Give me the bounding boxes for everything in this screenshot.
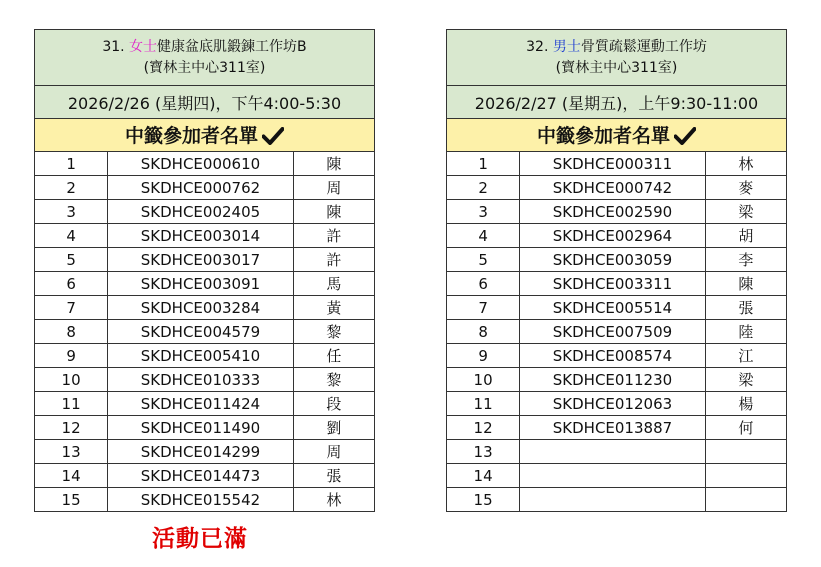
list-heading — [35, 119, 375, 152]
table-row — [35, 392, 375, 416]
table-row — [35, 488, 375, 512]
list-heading-label: 中籤參加者名單 — [124, 124, 258, 147]
workshop-31-panel — [34, 29, 375, 512]
participant-surname: 陸 — [705, 320, 786, 344]
participant-surname: 黎 — [293, 368, 374, 392]
row-number: 15 — [447, 488, 520, 512]
participant-surname: 黃 — [293, 296, 374, 320]
participant-table — [34, 29, 375, 512]
row-number: 14 — [447, 464, 520, 488]
workshop-date: 2026/2/27 (星期五)，上午9:30-11:00 — [447, 86, 787, 119]
participant-code: SKDHCE002964 — [520, 224, 706, 248]
participant-surname: 江 — [705, 344, 786, 368]
table-row — [35, 200, 375, 224]
row-number: 7 — [447, 296, 520, 320]
check-icon — [674, 127, 696, 150]
title-row — [35, 30, 375, 86]
participant-code: SKDHCE003311 — [520, 272, 706, 296]
table-row — [447, 440, 787, 464]
workshop-date: 2026/2/26 (星期四)，下午4:00-5:30 — [35, 86, 375, 119]
workshop-title — [447, 30, 787, 86]
participant-surname: 李 — [705, 248, 786, 272]
row-number: 4 — [35, 224, 108, 248]
participant-code: SKDHCE014299 — [108, 440, 294, 464]
table-row — [447, 200, 787, 224]
participant-surname: 陳 — [293, 152, 374, 176]
row-number: 5 — [35, 248, 108, 272]
title-gender: 男士 — [552, 38, 581, 55]
participant-code: SKDHCE000311 — [520, 152, 706, 176]
title-row — [447, 30, 787, 86]
participant-surname: 黎 — [293, 320, 374, 344]
participant-surname — [705, 440, 786, 464]
participant-code: SKDHCE014473 — [108, 464, 294, 488]
participant-surname: 許 — [293, 248, 374, 272]
row-number: 2 — [447, 176, 520, 200]
row-number: 5 — [447, 248, 520, 272]
participant-surname: 林 — [293, 488, 374, 512]
participant-code: SKDHCE010333 — [108, 368, 294, 392]
participant-code: SKDHCE011230 — [520, 368, 706, 392]
participant-code: SKDHCE008574 — [520, 344, 706, 368]
participant-surname: 陳 — [705, 272, 786, 296]
workshop-location: (寶林主中心311室) — [143, 59, 266, 76]
table-row — [447, 368, 787, 392]
row-number: 2 — [35, 176, 108, 200]
table-row — [35, 368, 375, 392]
title-gender: 女士 — [129, 38, 158, 55]
table-row — [35, 464, 375, 488]
participant-surname: 梁 — [705, 368, 786, 392]
participant-surname: 林 — [705, 152, 786, 176]
check-icon — [262, 127, 284, 150]
row-number: 6 — [35, 272, 108, 296]
participant-surname — [705, 464, 786, 488]
row-number: 11 — [35, 392, 108, 416]
row-number: 12 — [35, 416, 108, 440]
participant-table — [446, 29, 787, 512]
table-row — [447, 488, 787, 512]
participant-surname: 馬 — [293, 272, 374, 296]
title-number: 32. — [526, 38, 549, 55]
participant-code: SKDHCE015542 — [108, 488, 294, 512]
row-number: 15 — [35, 488, 108, 512]
row-number: 1 — [447, 152, 520, 176]
row-number: 11 — [447, 392, 520, 416]
row-number: 1 — [35, 152, 108, 176]
participant-code: SKDHCE011490 — [108, 416, 294, 440]
participant-code: SKDHCE005514 — [520, 296, 706, 320]
table-row — [447, 320, 787, 344]
row-number: 13 — [35, 440, 108, 464]
row-number: 14 — [35, 464, 108, 488]
row-number: 8 — [447, 320, 520, 344]
table-row — [447, 272, 787, 296]
date-row — [447, 86, 787, 119]
row-number: 12 — [447, 416, 520, 440]
participant-surname: 許 — [293, 224, 374, 248]
table-row — [35, 416, 375, 440]
row-number: 9 — [35, 344, 108, 368]
participant-surname: 任 — [293, 344, 374, 368]
participant-code: SKDHCE013887 — [520, 416, 706, 440]
table-row — [35, 296, 375, 320]
participant-code: SKDHCE004579 — [108, 320, 294, 344]
participant-code: SKDHCE003014 — [108, 224, 294, 248]
row-number: 7 — [35, 296, 108, 320]
participant-code: SKDHCE000742 — [520, 176, 706, 200]
title-rest: 骨質疏鬆運動工作坊 — [580, 38, 707, 55]
row-number: 13 — [447, 440, 520, 464]
participant-code: SKDHCE003059 — [520, 248, 706, 272]
table-row — [447, 344, 787, 368]
table-row — [35, 272, 375, 296]
date-row — [35, 86, 375, 119]
workshop-location: (寶林主中心311室) — [555, 59, 678, 76]
participant-surname — [705, 488, 786, 512]
table-row — [447, 464, 787, 488]
participant-surname: 張 — [293, 464, 374, 488]
participant-code: SKDHCE012063 — [520, 392, 706, 416]
participant-surname: 段 — [293, 392, 374, 416]
row-number: 8 — [35, 320, 108, 344]
participant-surname: 楊 — [705, 392, 786, 416]
row-number: 4 — [447, 224, 520, 248]
table-row — [447, 416, 787, 440]
table-row — [447, 224, 787, 248]
participant-code — [520, 488, 706, 512]
row-number: 10 — [447, 368, 520, 392]
list-heading — [447, 119, 787, 152]
participant-code: SKDHCE007509 — [520, 320, 706, 344]
table-row — [447, 296, 787, 320]
participant-surname: 周 — [293, 440, 374, 464]
table-row — [35, 224, 375, 248]
participant-code: SKDHCE003284 — [108, 296, 294, 320]
row-number: 3 — [447, 200, 520, 224]
workshop-32-panel — [446, 29, 787, 512]
table-row — [35, 440, 375, 464]
table-row — [35, 176, 375, 200]
heading-row — [447, 119, 787, 152]
participant-code — [520, 464, 706, 488]
participant-surname: 梁 — [705, 200, 786, 224]
table-row — [35, 248, 375, 272]
table-row — [35, 320, 375, 344]
title-number: 31. — [102, 38, 125, 55]
table-row — [447, 152, 787, 176]
table-row — [447, 176, 787, 200]
participant-surname: 張 — [705, 296, 786, 320]
participant-code: SKDHCE005410 — [108, 344, 294, 368]
participant-code: SKDHCE000762 — [108, 176, 294, 200]
participant-surname: 何 — [705, 416, 786, 440]
participant-code: SKDHCE002405 — [108, 200, 294, 224]
heading-row — [35, 119, 375, 152]
row-number: 9 — [447, 344, 520, 368]
row-number: 6 — [447, 272, 520, 296]
participant-surname: 麥 — [705, 176, 786, 200]
row-number: 3 — [35, 200, 108, 224]
title-rest: 健康盆底肌鍛鍊工作坊B — [157, 38, 307, 55]
table-row — [447, 392, 787, 416]
table-row — [35, 152, 375, 176]
participant-surname: 劉 — [293, 416, 374, 440]
participant-surname: 胡 — [705, 224, 786, 248]
participant-surname: 陳 — [293, 200, 374, 224]
participant-surname: 周 — [293, 176, 374, 200]
participant-code — [520, 440, 706, 464]
participant-code: SKDHCE003091 — [108, 272, 294, 296]
table-row — [447, 248, 787, 272]
participant-code: SKDHCE003017 — [108, 248, 294, 272]
table-row — [35, 344, 375, 368]
list-heading-label: 中籤參加者名單 — [536, 124, 670, 147]
status-full-label: 活動已滿 — [152, 526, 248, 552]
participant-code: SKDHCE011424 — [108, 392, 294, 416]
participant-code: SKDHCE002590 — [520, 200, 706, 224]
workshop-title — [35, 30, 375, 86]
participant-code: SKDHCE000610 — [108, 152, 294, 176]
row-number: 10 — [35, 368, 108, 392]
